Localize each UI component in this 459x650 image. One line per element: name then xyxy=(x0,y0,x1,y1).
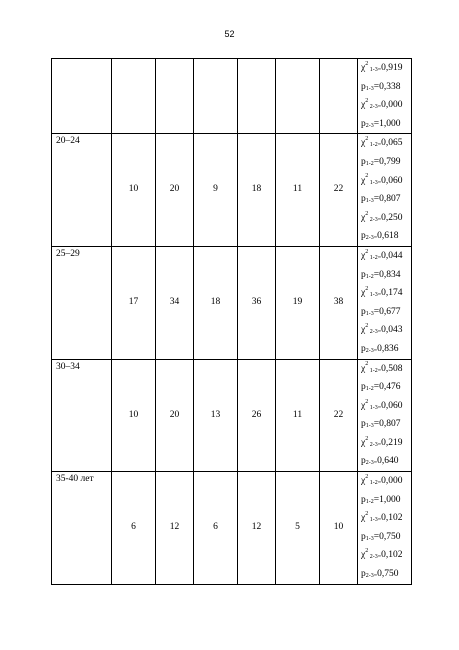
stat-superscript: 2 xyxy=(365,473,369,480)
stat-symbol: χ xyxy=(361,437,366,448)
stat-subscript: 1-3= xyxy=(368,67,382,73)
value-cell: 11 xyxy=(276,134,320,247)
stat-value: 0,000 xyxy=(381,100,403,111)
stat-subscript: 1-2 xyxy=(365,498,374,505)
stat-superscript: 2 xyxy=(365,285,369,292)
value-cell: 12 xyxy=(156,472,194,585)
stat-line xyxy=(361,153,409,172)
statistics-cell xyxy=(358,246,412,359)
stat-value: 0,102 xyxy=(381,513,403,524)
value-cell: 22 xyxy=(320,134,358,247)
stat-line xyxy=(361,190,409,209)
stat-superscript: 2 xyxy=(365,435,369,442)
stat-subscript: 1-2 xyxy=(365,160,374,167)
stat-symbol: p xyxy=(361,569,366,580)
value-cell xyxy=(238,59,276,134)
stat-subscript: 1-3= xyxy=(368,292,382,299)
stat-symbol: χ xyxy=(361,175,366,186)
age-group-cell xyxy=(52,59,112,134)
stat-subscript: 1-2 xyxy=(365,273,374,280)
stat-line xyxy=(361,247,409,266)
value-cell: 38 xyxy=(320,246,358,359)
stat-subscript: 1-3 xyxy=(365,310,374,317)
statistics-cell xyxy=(358,359,412,472)
statistics-table xyxy=(51,58,412,585)
stat-subscript: 2-3= xyxy=(368,216,382,223)
stat-symbol: p xyxy=(361,456,366,467)
stat-symbol: χ xyxy=(361,363,366,374)
stat-line xyxy=(361,59,409,78)
stat-value: =0,476 xyxy=(373,382,401,393)
stat-symbol: χ xyxy=(361,550,366,561)
age-group-cell: 35-40 лет xyxy=(52,472,112,585)
page-number: 52 xyxy=(224,29,235,39)
value-cell: 20 xyxy=(156,359,194,472)
statistics-cell xyxy=(358,134,412,247)
stat-line xyxy=(361,340,409,359)
stat-value: =1,000 xyxy=(373,494,401,505)
stat-superscript: 2 xyxy=(365,248,369,255)
value-cell xyxy=(320,59,358,134)
value-cell: 12 xyxy=(238,472,276,585)
stat-superscript: 2 xyxy=(365,548,369,555)
stat-line xyxy=(361,209,409,228)
stat-line xyxy=(361,96,409,115)
stat-symbol: χ xyxy=(361,325,366,336)
stat-line xyxy=(361,172,409,191)
stat-symbol: p xyxy=(361,81,366,92)
stat-symbol: χ xyxy=(361,63,366,73)
stat-superscript: 2 xyxy=(365,136,369,143)
stat-value: =0,834 xyxy=(373,269,401,280)
stat-symbol: p xyxy=(361,231,366,242)
stat-subscript: 1-3 xyxy=(365,85,374,92)
stat-line xyxy=(361,360,409,379)
stat-subscript: 1-3 xyxy=(365,198,374,205)
stat-symbol: χ xyxy=(361,476,366,487)
stat-subscript: 1-2= xyxy=(368,254,382,261)
stat-line xyxy=(361,134,409,153)
age-group-cell: 20–24 xyxy=(52,134,112,247)
stat-symbol: p xyxy=(361,156,366,167)
stat-value: =0,338 xyxy=(373,81,401,92)
stat-value: 0,508 xyxy=(381,363,403,374)
table-row xyxy=(52,246,412,359)
stat-subscript: 1-2 xyxy=(365,386,374,393)
stat-line xyxy=(361,303,409,322)
stat-line xyxy=(361,434,409,453)
stat-symbol: p xyxy=(361,194,366,205)
value-cell: 18 xyxy=(194,246,238,359)
stat-symbol: χ xyxy=(361,288,366,299)
stat-value: =0,750 xyxy=(373,531,401,542)
stat-value: 0,836 xyxy=(377,343,399,354)
value-cell: 36 xyxy=(238,246,276,359)
stat-line xyxy=(361,509,409,528)
stat-value: 0,919 xyxy=(381,63,403,73)
stat-value: 0,060 xyxy=(381,175,403,186)
stat-subscript: 2-3= xyxy=(365,347,378,354)
stat-line xyxy=(361,397,409,416)
stat-subscript: 1-3= xyxy=(368,517,382,524)
value-cell: 9 xyxy=(194,134,238,247)
stat-superscript: 2 xyxy=(365,173,369,180)
value-cell: 5 xyxy=(276,472,320,585)
stat-line xyxy=(361,415,409,434)
value-cell: 17 xyxy=(112,246,156,359)
stat-superscript: 2 xyxy=(365,511,369,518)
stat-subscript: 1-2= xyxy=(368,367,382,374)
value-cell: 22 xyxy=(320,359,358,472)
stat-line xyxy=(361,284,409,303)
value-cell: 13 xyxy=(194,359,238,472)
value-cell: 26 xyxy=(238,359,276,472)
table-row xyxy=(52,134,412,247)
stat-value: =0,677 xyxy=(373,306,401,317)
value-cell: 6 xyxy=(194,472,238,585)
table-row xyxy=(52,359,412,472)
stat-value: 0,060 xyxy=(381,400,403,411)
stat-value: 0,043 xyxy=(381,325,403,336)
statistics-cell xyxy=(358,472,412,585)
stat-line xyxy=(361,78,409,97)
stat-symbol: χ xyxy=(361,212,366,223)
stat-symbol: p xyxy=(361,382,366,393)
stat-symbol: p xyxy=(361,494,366,505)
stat-superscript: 2 xyxy=(365,210,369,217)
stat-symbol: χ xyxy=(361,138,366,149)
stat-superscript: 2 xyxy=(365,60,369,67)
stat-value: =0,807 xyxy=(373,194,401,205)
stat-superscript: 2 xyxy=(365,361,369,368)
value-cell: 11 xyxy=(276,359,320,472)
stat-subscript: 1-3 xyxy=(365,535,374,542)
stat-value: 0,219 xyxy=(381,437,403,448)
stat-line xyxy=(361,528,409,547)
stat-value: 0,750 xyxy=(377,569,399,580)
stat-subscript: 2-3= xyxy=(368,329,382,336)
stat-symbol: p xyxy=(361,269,366,280)
stat-value: 0,174 xyxy=(381,288,403,299)
stat-subscript: 1-3= xyxy=(368,404,382,411)
stat-line xyxy=(361,115,409,134)
stat-value: 0,102 xyxy=(381,550,403,561)
stat-line xyxy=(361,491,409,510)
stat-symbol: p xyxy=(361,343,366,354)
stat-value: 0,250 xyxy=(381,212,403,223)
stat-subscript: 2-3= xyxy=(368,441,382,448)
stat-line xyxy=(361,227,409,246)
value-cell: 10 xyxy=(320,472,358,585)
table-row xyxy=(52,472,412,585)
age-group-cell: 30–34 xyxy=(52,359,112,472)
value-cell: 34 xyxy=(156,246,194,359)
table-body xyxy=(52,59,412,585)
stat-subscript: 1-3= xyxy=(368,179,382,186)
stat-value: =0,799 xyxy=(373,156,401,167)
stat-value: 0,000 xyxy=(381,476,403,487)
value-cell xyxy=(194,59,238,134)
value-cell: 20 xyxy=(156,134,194,247)
value-cell: 10 xyxy=(112,134,156,247)
stat-symbol: χ xyxy=(361,513,366,524)
stat-line xyxy=(361,266,409,285)
stat-value: 0,065 xyxy=(381,138,403,149)
stat-symbol: χ xyxy=(361,250,366,261)
statistics-cell xyxy=(358,59,412,134)
stat-value: =1,000 xyxy=(373,118,401,129)
stat-symbol: p xyxy=(361,531,366,542)
stat-symbol: p xyxy=(361,419,366,430)
stat-superscript: 2 xyxy=(365,98,369,105)
stat-line xyxy=(361,378,409,397)
value-cell: 6 xyxy=(112,472,156,585)
stat-subscript: 2-3= xyxy=(365,460,378,467)
stat-line xyxy=(361,565,409,584)
value-cell: 19 xyxy=(276,246,320,359)
stat-line xyxy=(361,472,409,491)
stat-subscript: 2-3= xyxy=(368,554,382,561)
stat-line xyxy=(361,452,409,471)
stat-superscript: 2 xyxy=(365,398,369,405)
value-cell: 10 xyxy=(112,359,156,472)
stat-subscript: 2-3 xyxy=(365,122,374,129)
stat-symbol: p xyxy=(361,306,366,317)
value-cell: 18 xyxy=(238,134,276,247)
stat-line xyxy=(361,546,409,565)
stat-subscript: 1-2= xyxy=(368,480,382,487)
table-row xyxy=(52,59,412,134)
stat-subscript: 1-3 xyxy=(365,423,374,430)
stat-value: 0,044 xyxy=(381,250,403,261)
stat-subscript: 2-3= xyxy=(368,104,382,111)
value-cell xyxy=(112,59,156,134)
stat-subscript: 2-3= xyxy=(365,573,378,580)
stat-symbol: χ xyxy=(361,400,366,411)
stat-subscript: 1-2= xyxy=(368,142,382,149)
stat-value: 0,618 xyxy=(377,231,399,242)
stat-value: =0,807 xyxy=(373,419,401,430)
stat-value: 0,640 xyxy=(377,456,399,467)
stat-subscript: 2-3= xyxy=(365,235,378,242)
stat-line xyxy=(361,321,409,340)
age-group-cell: 25–29 xyxy=(52,246,112,359)
value-cell xyxy=(276,59,320,134)
stat-symbol: χ xyxy=(361,100,366,111)
value-cell xyxy=(156,59,194,134)
stat-symbol: p xyxy=(361,118,366,129)
stat-superscript: 2 xyxy=(365,323,369,330)
